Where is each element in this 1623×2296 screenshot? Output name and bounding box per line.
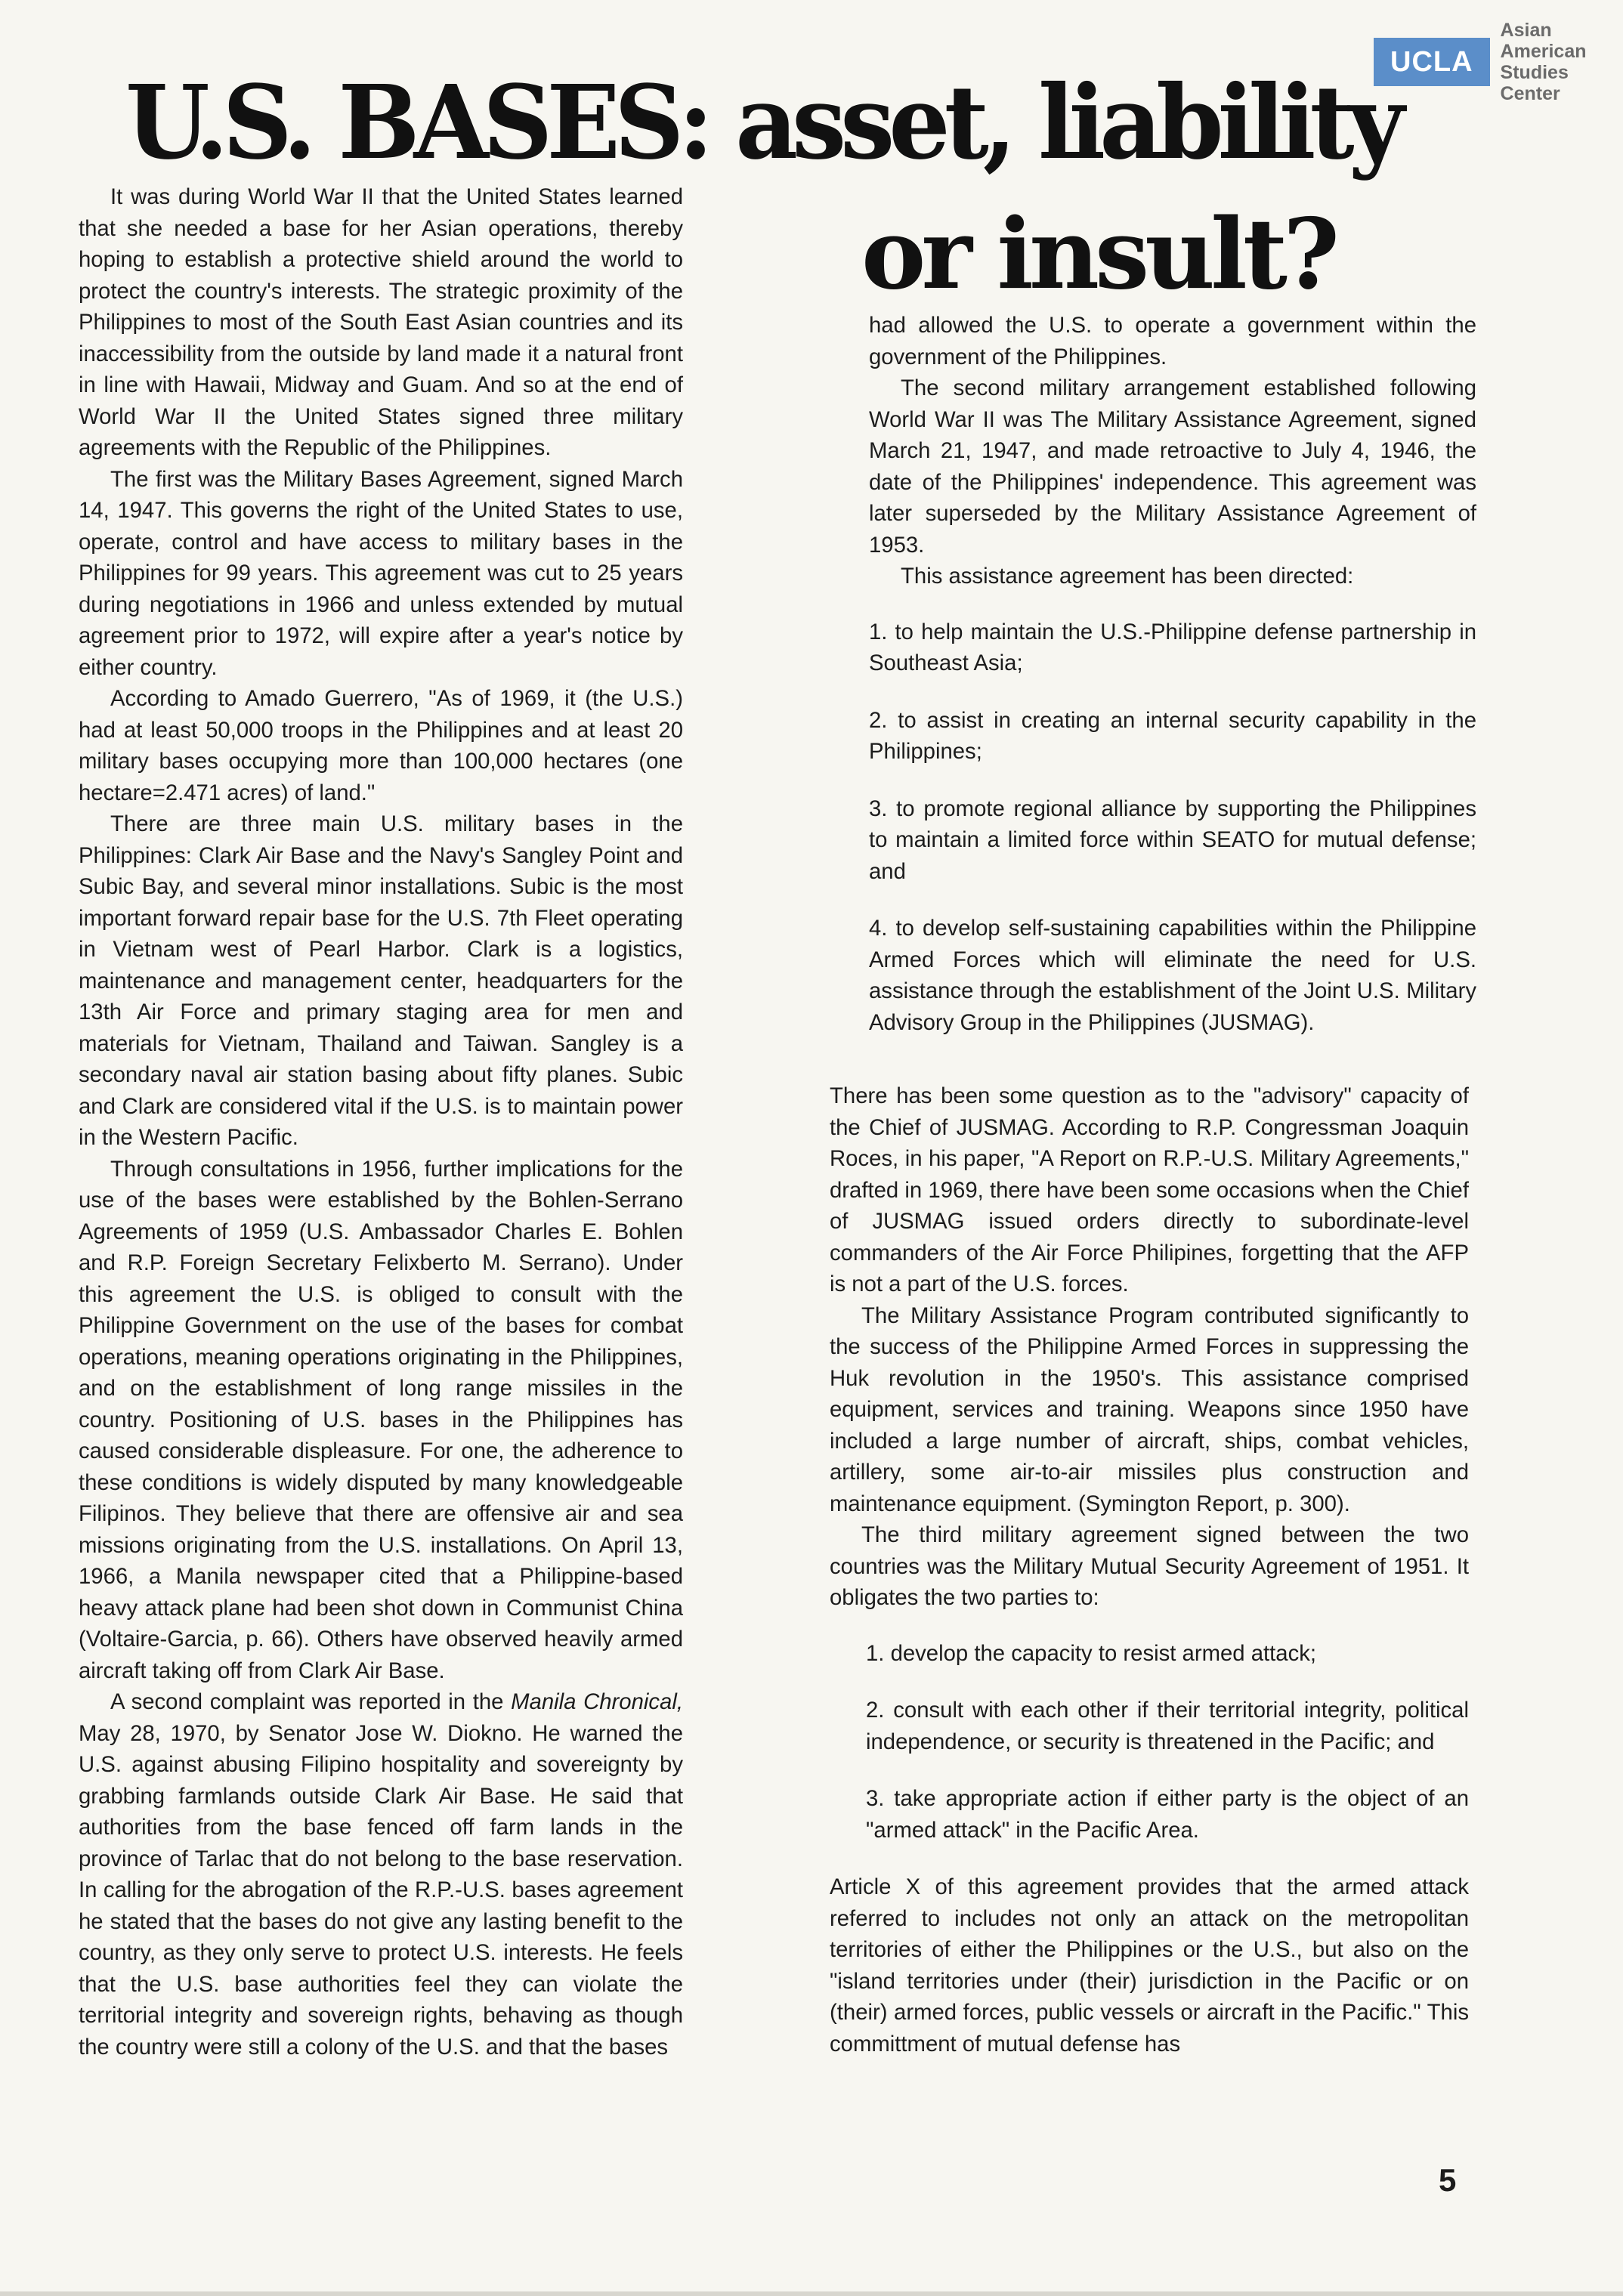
text-run: May 28, 1970, by Senator Jose W. Diokno. He warned the U.S. against abusing Filipino hospitality and sovereignty by grabbing farmlands outside Clark Air Base. He said that authorities from the base fenced off farm lands in the province of Tarlac that do not belong to the base reservation. In calling for the abrogation of the R.P.-U.S. bases agreement he stated that the bases do not give any lasting benefit to the country, as they only serve to protect U.S. interests. He feels that the U.S. base authorities feel they can violate the territorial integrity and sovereign rights, behaving as though the country were still a colony of the U.S. and that the bases — [79, 1720, 683, 2060]
spacer — [869, 592, 1476, 616]
left-column — [79, 181, 683, 2063]
paragraph: There has been some question as to the "advisory" capacity of the Chief of JUSMAG. According to R.P. Congressman Joaquin Roces, in his paper, "A Report on R.P.-U.S. Military Agreements," drafted in 1969, there have been some occasions when the Chief of JUSMAG issued orders directly to subordinate-level commanders of the Air Force Philipines, forgetting that the AFP is not a part of the U.S. forces. — [830, 1083, 1469, 1296]
paragraph: According to Amado Guerrero, "As of 1969, it (the U.S.) had at least 50,000 troops in the Philippines and at least 20 military bases occupying more than 100,000 hectares (one hectare=2.471 acres) of land." — [79, 686, 683, 805]
page-number: 5 — [1439, 2162, 1457, 2198]
badge-caption — [1501, 20, 1623, 104]
ucla-aasc-badge — [1374, 20, 1623, 104]
directive-item: 4. to develop self-sustaining capabilities within the Philippine Armed Forces which will eliminate the need for U.S. assistance through the establishment of the Joint U.S. Military Advisory Group in the Philippines (JUSMAG). — [869, 916, 1476, 1035]
paragraph: The third military agreement signed between the two countries was the Military Mutual Security Agreement of 1951. It obligates the two parties to: — [830, 1522, 1469, 1610]
paragraph: Through consultations in 1956, further implications for the use of the bases were established by the Bohlen-Serrano Agreements of 1959 (U.S. Ambassador Charles E. Bohlen and R.P. Foreign Secretary Felixberto M. Serrano). Under this agreement the U.S. is obliged to consult with the Philippine Government on the use of the bases for combat operations, meaning operations originating in the Philippines, and on the establishment of long range missiles in the country. Positioning of U.S. bases in the Philippines has caused considerable displeasure. For one, the adherence to these conditions is widely disputed by many knowledgeable Filipinos. They believe that there are offensive air and sea missions originating from the U.S. installations. On April 13, 1966, a Manila newspaper cited that a Philippine-based heavy attack plane had been shot down in Communist China (Voltaire-Garcia, p. 66). Others have observed heavily armed aircraft taking off from Clark Air Base. — [79, 1156, 683, 1683]
paragraph-diokno — [79, 1686, 683, 2063]
paragraph: The first was the Military Bases Agreement, signed March 14, 1947. This governs the right of the United States to use, operate, control and have access to military bases in the Philippines for 99 years. This agreement was cut to 25 years during negotiations in 1966 and unless extended by mutual agreement prior to 1972, will expire after a year's notice by either country. — [79, 466, 683, 680]
right-column-bottom — [830, 1080, 1469, 2060]
ucla-logo: UCLA — [1374, 38, 1490, 86]
obligation-item: 1. develop the capacity to resist armed attack; — [866, 1640, 1317, 1666]
badge-line-2: Studies Center — [1500, 62, 1569, 104]
spacer — [830, 1614, 1469, 1638]
paragraph: The second military arrangement established following World War II was The Military Assistance Agreement, signed March 21, 1947, and made retroactive to July 4, 1946, the date of the Philippines' independence. This agreement was later superseded by the Military Assistance Agreement of 1953. — [869, 375, 1476, 558]
text-run: A second complaint was reported in the — [110, 1689, 512, 1714]
paragraph-article-x: Article X of this agreement provides that the armed attack referred to includes not only an attack on the metropolitan territories of either the Philippines or the U.S., but also on the "island territories under (their) jurisdiction in the Pacific or on (their) armed forces, public vessels or aircraft in the Pacific." This committment of mutual defense has — [830, 1874, 1469, 2057]
headline-line-1: U.S. BASES: asset, liability — [125, 63, 1399, 183]
paragraph: There are three main U.S. military bases in the Philippines: Clark Air Base and the Navy's Sangley Point and Subic Bay, and several minor installations. Subic is the most important forward repair base for the U.S. 7th Fleet operating in Vietnam west of Pearl Harbor. Clark is a logistics, maintenance and management center, headquarters for the 13th Air Force and primary staging area for men and materials for Vietnam, Thailand and Taiwan. Sangley is a secondary naval air station basing about fifty planes. Subic and Clark are considered vital if the U.S. is to maintain power in the Western Pacific. — [79, 811, 683, 1150]
badge-line-1: Asian American — [1500, 20, 1587, 62]
obligation-item: 3. take appropriate action if either party is the object of an "armed attack" in the Pacific Area. — [866, 1786, 1469, 1843]
paragraph: It was during World War II that the United States learned that she needed a base for her Asian operations, thereby hoping to establish a protective shield around the world to protect the country's interests. The strategic proximity of the Philippines to most of the South East Asian countries and its inaccessibility from the outside by land made it a natural front in line with Hawaii, Midway and Guam. And so at the end of World War II the United States signed three military agreements with the Republic of the Philippines. — [79, 184, 683, 460]
right-column-top — [869, 310, 1476, 1064]
paragraph: This assistance agreement has been directed: — [901, 564, 1354, 589]
directive-item: 3. to promote regional alliance by supporting the Philippines to maintain a limited force within SEATO for mutual defense; and — [869, 796, 1476, 884]
obligation-list — [830, 1638, 1469, 1846]
paragraph: had allowed the U.S. to operate a government within the government of the Philippines. — [869, 313, 1476, 369]
directive-item: 1. to help maintain the U.S.-Philippine defense partnership in Southeast Asia; — [869, 619, 1476, 675]
headline-line-2: or insult? — [861, 198, 1335, 311]
newspaper-title: Manila Chronical, — [511, 1689, 683, 1714]
obligation-item: 2. consult with each other if their territorial integrity, political independence, or security is threatened in the Pacific; and — [866, 1698, 1469, 1754]
directive-item: 2. to assist in creating an internal security capability in the Philippines; — [869, 707, 1476, 764]
paragraph: The Military Assistance Program contributed significantly to the success of the Philippine Armed Forces in suppressing the Huk revolution in the 1950's. This assistance comprised equipment, services and training. Weapons since 1950 have included a large number of aircraft, ships, combat vehicles, artillery, some air-to-air missiles plus construction and maintenance equipment. (Symington Report, p. 300). — [830, 1303, 1469, 1516]
